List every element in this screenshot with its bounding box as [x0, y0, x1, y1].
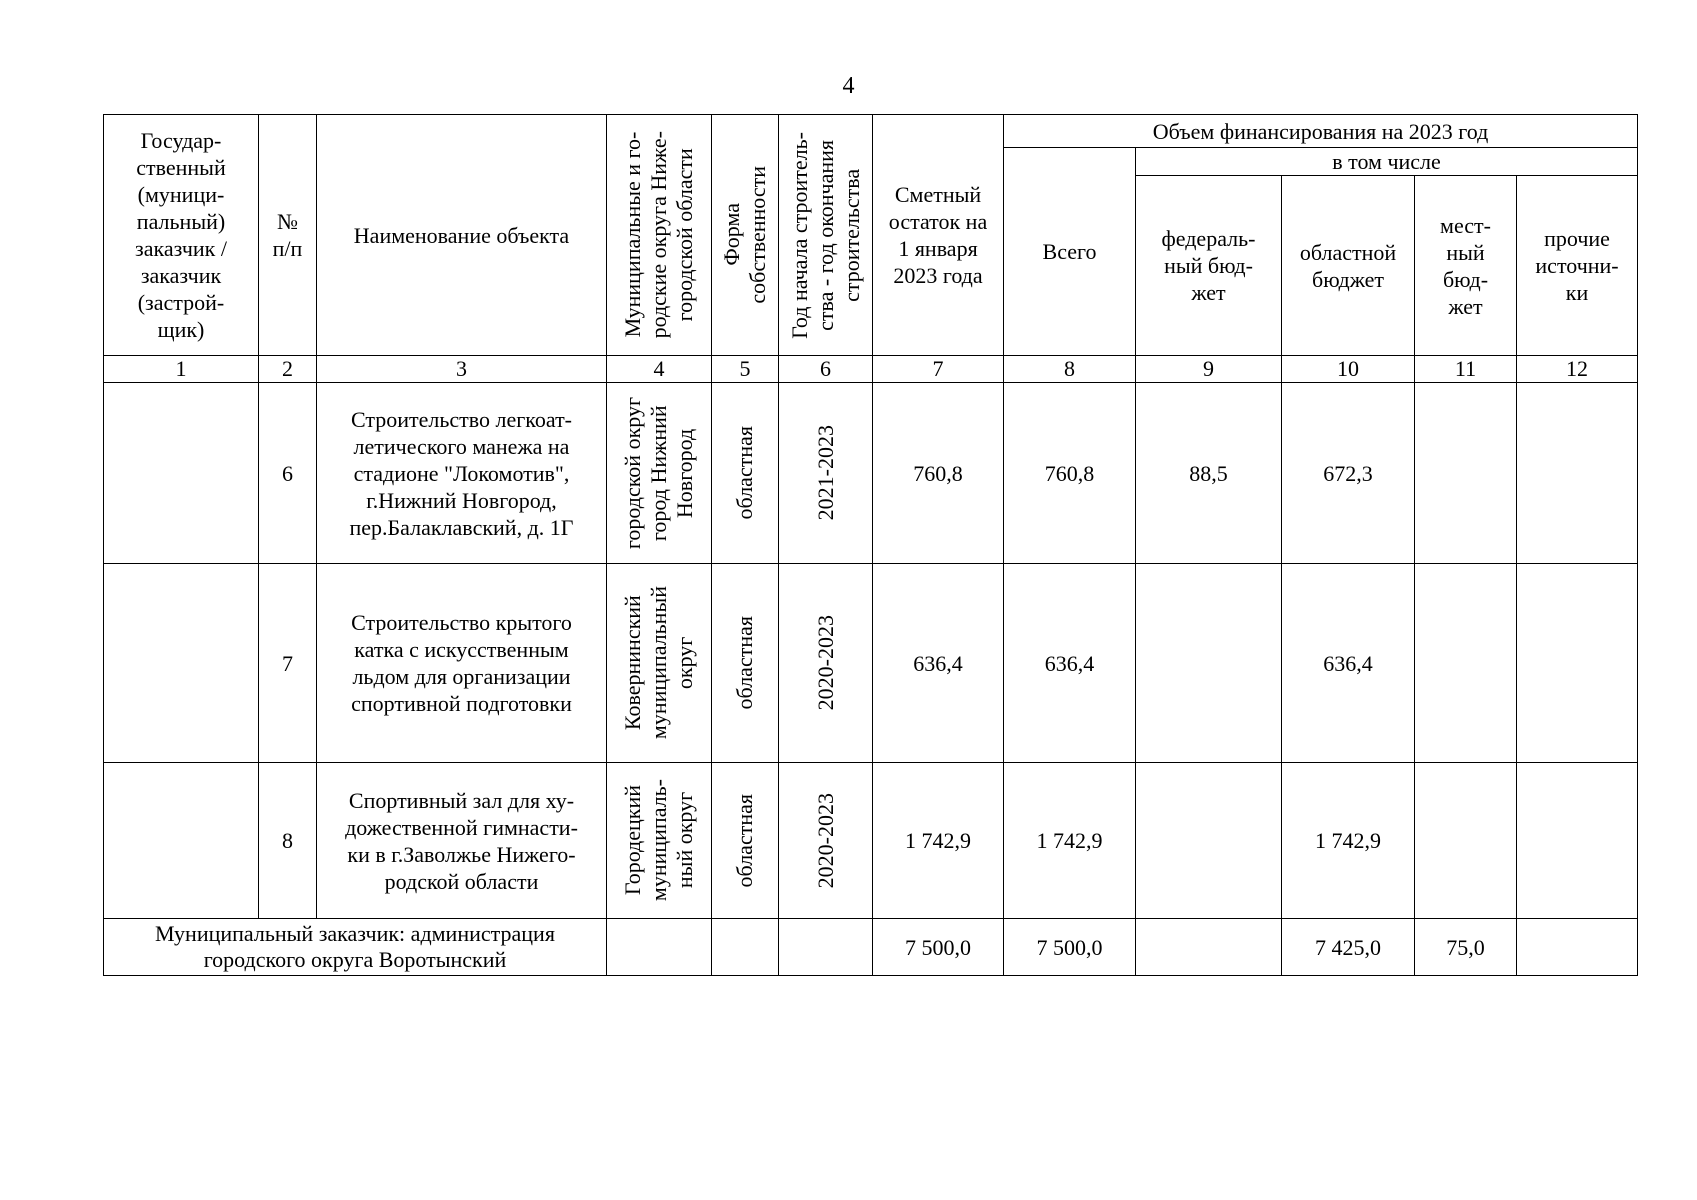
page-number: 4	[842, 73, 855, 99]
table-row	[104, 564, 1638, 763]
header-years: Год начала строитель- ства - год окончания строительства	[779, 115, 873, 356]
row-remaining: 1 742,9	[873, 763, 1004, 919]
summary-local: 75,0	[1415, 919, 1517, 976]
header-num: № п/п	[259, 115, 317, 356]
row-customer	[104, 564, 259, 763]
summary-remaining: 7 500,0	[873, 919, 1004, 976]
row-ownership: областная	[712, 763, 779, 919]
header-financing: Объем финансирования на 2023 год	[1004, 115, 1638, 148]
row-total: 636,4	[1004, 564, 1136, 763]
row-years: 2021-2023	[779, 383, 873, 564]
row-total: 1 742,9	[1004, 763, 1136, 919]
row-municipality: Городецкий муниципаль- ный округ	[607, 763, 712, 919]
table-row	[104, 383, 1638, 564]
summary-federal	[1136, 919, 1282, 976]
row-ownership: областная	[712, 383, 779, 564]
row-name: Спортивный зал для ху- дожественной гимнасти- ки в г.Заволжье Нижего- родской области	[317, 763, 607, 919]
row-regional: 672,3	[1282, 383, 1415, 564]
row-regional: 1 742,9	[1282, 763, 1415, 919]
header-row-1	[104, 115, 1638, 148]
row-other	[1517, 564, 1638, 763]
row-other	[1517, 763, 1638, 919]
row-municipality: Ковернинский муниципальный округ	[607, 564, 712, 763]
row-federal	[1136, 763, 1282, 919]
column-number: 12	[1517, 356, 1638, 383]
row-remaining: 636,4	[873, 564, 1004, 763]
header-municipality: Муниципальные и го- родские округа Ниже- городской области	[607, 115, 712, 356]
column-number: 5	[712, 356, 779, 383]
column-number: 3	[317, 356, 607, 383]
row-num: 8	[259, 763, 317, 919]
row-municipality: городской округ город Нижний Новгород	[607, 383, 712, 564]
header-including: в том числе	[1136, 148, 1638, 176]
summary-total: 7 500,0	[1004, 919, 1136, 976]
row-local	[1415, 564, 1517, 763]
column-number: 8	[1004, 356, 1136, 383]
header-customer: Государ- ственный (муници- пальный) заказчик / заказчик (застрой- щик)	[104, 115, 259, 356]
header-ownership: Форма собственности	[712, 115, 779, 356]
row-customer	[104, 763, 259, 919]
header-local: мест- ный бюд- жет	[1415, 176, 1517, 356]
row-local	[1415, 383, 1517, 564]
column-number: 7	[873, 356, 1004, 383]
row-ownership: областная	[712, 564, 779, 763]
column-number: 6	[779, 356, 873, 383]
summary-years	[779, 919, 873, 976]
summary-municipality	[607, 919, 712, 976]
column-number: 9	[1136, 356, 1282, 383]
summary-label: Муниципальный заказчик: администрация городского округа Воротынский	[104, 919, 607, 976]
row-years: 2020-2023	[779, 763, 873, 919]
row-num: 6	[259, 383, 317, 564]
row-years: 2020-2023	[779, 564, 873, 763]
row-num: 7	[259, 564, 317, 763]
summary-regional: 7 425,0	[1282, 919, 1415, 976]
row-federal	[1136, 564, 1282, 763]
column-number: 1	[104, 356, 259, 383]
column-number: 10	[1282, 356, 1415, 383]
summary-other	[1517, 919, 1638, 976]
row-total: 760,8	[1004, 383, 1136, 564]
column-number: 11	[1415, 356, 1517, 383]
header-other: прочие источни- ки	[1517, 176, 1638, 356]
row-other	[1517, 383, 1638, 564]
row-regional: 636,4	[1282, 564, 1415, 763]
header-name: Наименование объекта	[317, 115, 607, 356]
header-regional: областной бюджет	[1282, 176, 1415, 356]
financing-table	[103, 114, 1638, 976]
column-numbers-row	[104, 356, 1638, 383]
row-federal: 88,5	[1136, 383, 1282, 564]
summary-ownership	[712, 919, 779, 976]
row-name: Строительство крытого катка с искусственным льдом для организации спортивной подготовки	[317, 564, 607, 763]
column-number: 4	[607, 356, 712, 383]
header-total: Всего	[1004, 148, 1136, 356]
column-number: 2	[259, 356, 317, 383]
header-federal: федераль- ный бюд- жет	[1136, 176, 1282, 356]
table-row	[104, 763, 1638, 919]
row-customer	[104, 383, 259, 564]
header-remaining: Сметный остаток на 1 января 2023 года	[873, 115, 1004, 356]
row-local	[1415, 763, 1517, 919]
summary-row	[104, 919, 1638, 976]
row-name: Строительство легкоат- летического манежа на стадионе "Локомотив", г.Нижний Новгород, пер.Балаклавский, д. 1Г	[317, 383, 607, 564]
row-remaining: 760,8	[873, 383, 1004, 564]
